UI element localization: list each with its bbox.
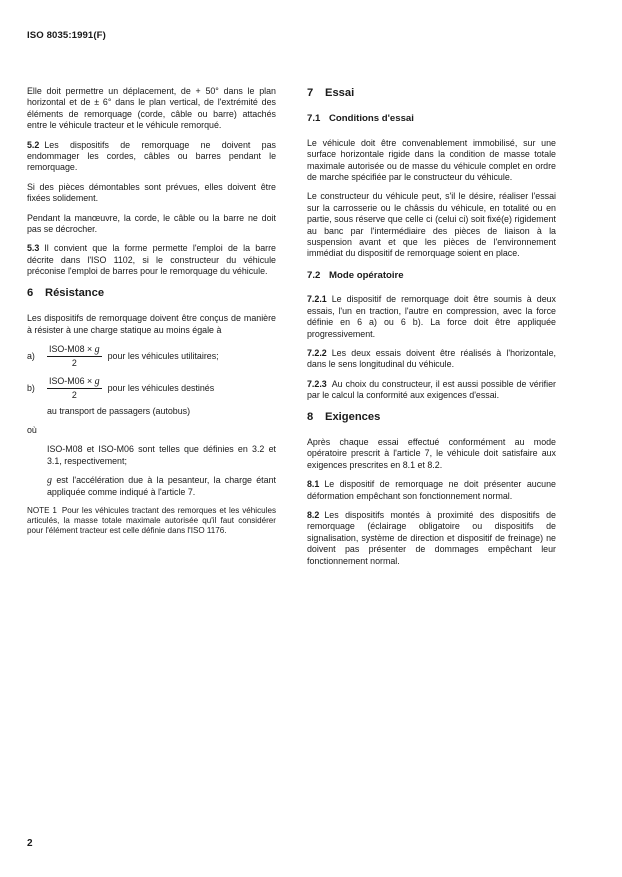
clause-number: 7.2.1 <box>307 294 327 305</box>
fraction <box>47 344 102 370</box>
clause-number: 8.1 <box>307 479 320 490</box>
clause-text: Il convient que la forme permette l'emploi de la barre décrite dans l'ISO 1102, si le constructeur du véhicule préconise l'emploi de barres pour le remorquage du véhicule. <box>27 243 276 277</box>
gravity-symbol: g <box>94 343 100 355</box>
clause-5-2-detachable: Si des pièces démontables sont prévues, elles doivent être fixées solidement. <box>27 181 276 204</box>
clause-5-3 <box>27 243 276 277</box>
section-number: 7 <box>307 87 314 99</box>
where-definition-1: ISO-M08 et ISO-M06 sont telles que définies en 3.2 et 3.1, respectivement; <box>47 444 276 466</box>
section-6-heading <box>27 288 276 299</box>
clause-5-2 <box>27 140 276 174</box>
clause-8-1 <box>307 479 556 502</box>
formula-b-continuation: au transport de passagers (autobus) <box>47 405 191 416</box>
clause-7-2-3 <box>307 379 556 402</box>
clause-text: Les deux essais doivent être réalisés à l'horizontale, dans le sens longitudinal du véhicule. <box>307 347 556 370</box>
section-7-1-paragraph-2: Le constructeur du véhicule peut, s'il le désire, réaliser l'essai sur la carrosserie ou le châssis du véhicule, en totalité ou en partie, sous réserve que celle ci (celui ci) soit fixé(e) rigidement au banc par l'intermédiaire des pièces de liaison à la suspension avant et que les pièces de l'environnement immédiat du dispositif de remorquage soient en place. <box>307 191 556 259</box>
section-8-heading <box>307 412 556 423</box>
section-title: Mode opératoire <box>329 269 404 281</box>
section-7-1-paragraph-1: Le véhicule doit être convenablement immobilisé, sur une surface horizontale rigide dans la condition de masse totale maximale autorisée ou de masse du véhicule complet en ordre de marche spécifiée par le constructeur du véhicule. <box>307 137 556 183</box>
clause-7-2-2 <box>307 348 556 371</box>
section-number: 7.2 <box>307 269 321 281</box>
fraction-denominator: 2 <box>71 358 77 369</box>
formula-label: a) <box>27 351 35 362</box>
gravity-symbol: g <box>47 475 52 487</box>
clause-7-2-1 <box>307 294 556 340</box>
section-title: Conditions d'essai <box>329 113 414 125</box>
clause-number: 5.2 <box>27 139 40 150</box>
clause-number: 5.3 <box>27 243 40 254</box>
section-title: Essai <box>325 87 355 99</box>
formula-b <box>27 376 276 402</box>
standard-header: ISO 8035:1991(F) <box>27 30 106 41</box>
fraction-denominator: 2 <box>71 390 77 401</box>
clause-text: Les dispositifs montés à proximité des dispositifs de remorquage (éclairage obligatoire ou dispositifs de signalisation, système de direction et dispositif de freinage) ne doivent pas présenter de dommages empêchant leur fonctionnement normal. <box>307 509 556 566</box>
section-8-intro: Après chaque essai effectué conformément au mode opératoire prescrit à l'article 7, le véhicule doit satisfaire aux exigences prescrites en 8.1 et 8.2. <box>307 436 556 470</box>
note-label: NOTE 1 <box>27 505 57 515</box>
formula-text: pour les véhicules destinés <box>107 382 215 393</box>
section-number: 7.1 <box>307 113 321 125</box>
gravity-symbol: g <box>94 375 100 387</box>
fraction-numerator: ISO-M08 × g <box>47 344 102 357</box>
clause-text: Le dispositif de remorquage ne doit présenter aucune déformation empêchant son fonctionnement normal. <box>307 479 556 501</box>
clause-number: 7.2.2 <box>307 347 327 358</box>
clause-number: 7.2.3 <box>307 378 327 389</box>
intro-paragraph: Elle doit permettre un déplacement, de + 50° dans le plan horizontal et de ± 6° dans le plan vertical, de l'extrémité des éléments de remorquage (corde, câble ou barre) attachés entre le véhicule tracteur et le véhicule remorqué. <box>27 86 276 131</box>
section-number: 6 <box>27 286 34 299</box>
section-6-intro: Les dispositifs de remorquage doivent être conçus de manière à résister à une charge statique au moins égale à <box>27 313 276 335</box>
clause-5-2-maneuver: Pendant la manœuvre, la corde, le câble ou la barre ne doit pas se décrocher. <box>27 212 276 235</box>
section-title: Exigences <box>325 410 381 423</box>
formula-a <box>27 344 276 370</box>
clause-number: 8.2 <box>307 509 320 520</box>
page-number: 2 <box>27 838 33 849</box>
section-7-1-heading <box>307 113 556 124</box>
left-column <box>27 86 276 545</box>
section-title: Résistance <box>45 286 105 299</box>
right-column <box>307 86 556 575</box>
clause-text: Le dispositif de remorquage doit être soumis à deux essais, l'un en traction, l'autre en compression, avec la force définie en 6 a) ou 6 b). La force doit être appliquée progressivement. <box>307 294 556 339</box>
section-7-heading <box>307 88 556 99</box>
clause-text: Au choix du constructeur, il est aussi possible de vérifier par le calcul la conformité aux exigences d'essai. <box>307 378 556 401</box>
where-definition-2: g est l'accélération due à la pesanteur, la charge étant appliquée comme indiqué à l'article 7. <box>47 475 276 497</box>
note-text: Pour les véhicules tractant des remorques et les véhicules articulés, la masse totale maximale autorisée qu'il faut considérer pour l'élément tracteur est celle définie dans l'ISO 1176. <box>27 505 276 536</box>
clause-text: Les dispositifs de remorquage ne doivent pas endommager les cordes, câbles ou barres pendant le remorquage. <box>27 139 276 173</box>
fraction <box>47 376 102 402</box>
fraction-numerator: ISO-M06 × g <box>47 376 102 389</box>
clause-8-2 <box>307 510 556 567</box>
formula-text: pour les véhicules utilitaires; <box>107 351 219 362</box>
note-1 <box>27 506 276 537</box>
section-number: 8 <box>307 410 314 423</box>
formula-label: b) <box>27 382 35 393</box>
section-7-2-heading <box>307 270 556 281</box>
where-label: où <box>27 424 37 435</box>
